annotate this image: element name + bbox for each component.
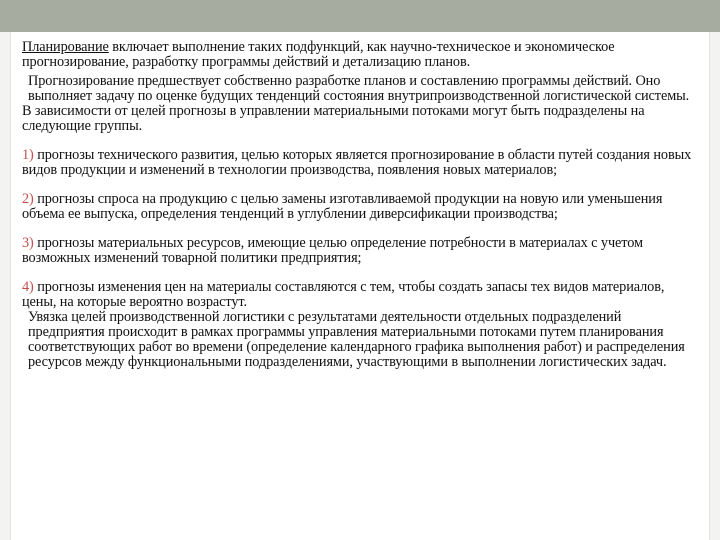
slide-right-edge (709, 32, 720, 540)
list-item-number: 1) (22, 147, 34, 163)
paragraph-forecasting: Прогнозирование предшествует собственно разработке планов и составлению программы действий. Оно выполняет задачу по оценке будущих тенденций состояния внутрипроизводственной логистической системы. (28, 73, 690, 104)
list-item-text: прогнозы спроса на продукцию с целью замены изготавливаемой продукции на новую или уменьшения объема ее выпуска, определения тенденций в углублении диверсификации производства; (22, 191, 663, 222)
list-item-text: прогнозы материальных ресурсов, имеющие целью определение потребности в материалах с учетом возможных изменений товарной политики предприятия; (22, 235, 643, 266)
paragraph-linkage: Увязка целей производственной логистики с результатами деятельности отдельных подразделений предприятия происходит в рамках программы управления материальными потоками путем планирования соответствующих работ во времени (определение календарного графика выполнения работ) и распределения ресурсов между функциональными подразделениями, участвующими в выполнении логистических задач. (28, 309, 685, 370)
term-planning: Планирование (22, 39, 109, 55)
list-item (22, 148, 697, 178)
planning-text: включает выполнение таких подфункций, как научно-техническое и экономическое прогнозирование, разработку программы действий и детализацию планов. (22, 39, 615, 70)
list-item-text: прогнозы изменения цен на материалы составляются с тем, чтобы создать запасы тех видов материалов, цены, на которые вероятно возрастут. (22, 279, 665, 310)
list-item-number: 4) (22, 279, 34, 295)
list-item (22, 236, 697, 266)
list-item-text: прогнозы технического развития, целью которых является прогнозирование в области путей создания новых видов продукции и изменений в технологии производства, появления новых материалов; (22, 147, 692, 178)
paragraph-planning (22, 40, 697, 70)
paragraph-groups-intro: В зависимости от целей прогнозы в управлении материальными потоками могут быть подразделены на следующие группы. (22, 103, 645, 134)
list-item (22, 192, 697, 222)
list-item (22, 280, 697, 310)
slide-left-edge (0, 32, 11, 540)
slide-top-bar (0, 0, 720, 32)
slide-body-text (22, 40, 697, 370)
list-item-number: 3) (22, 235, 34, 251)
list-item-number: 2) (22, 191, 34, 207)
